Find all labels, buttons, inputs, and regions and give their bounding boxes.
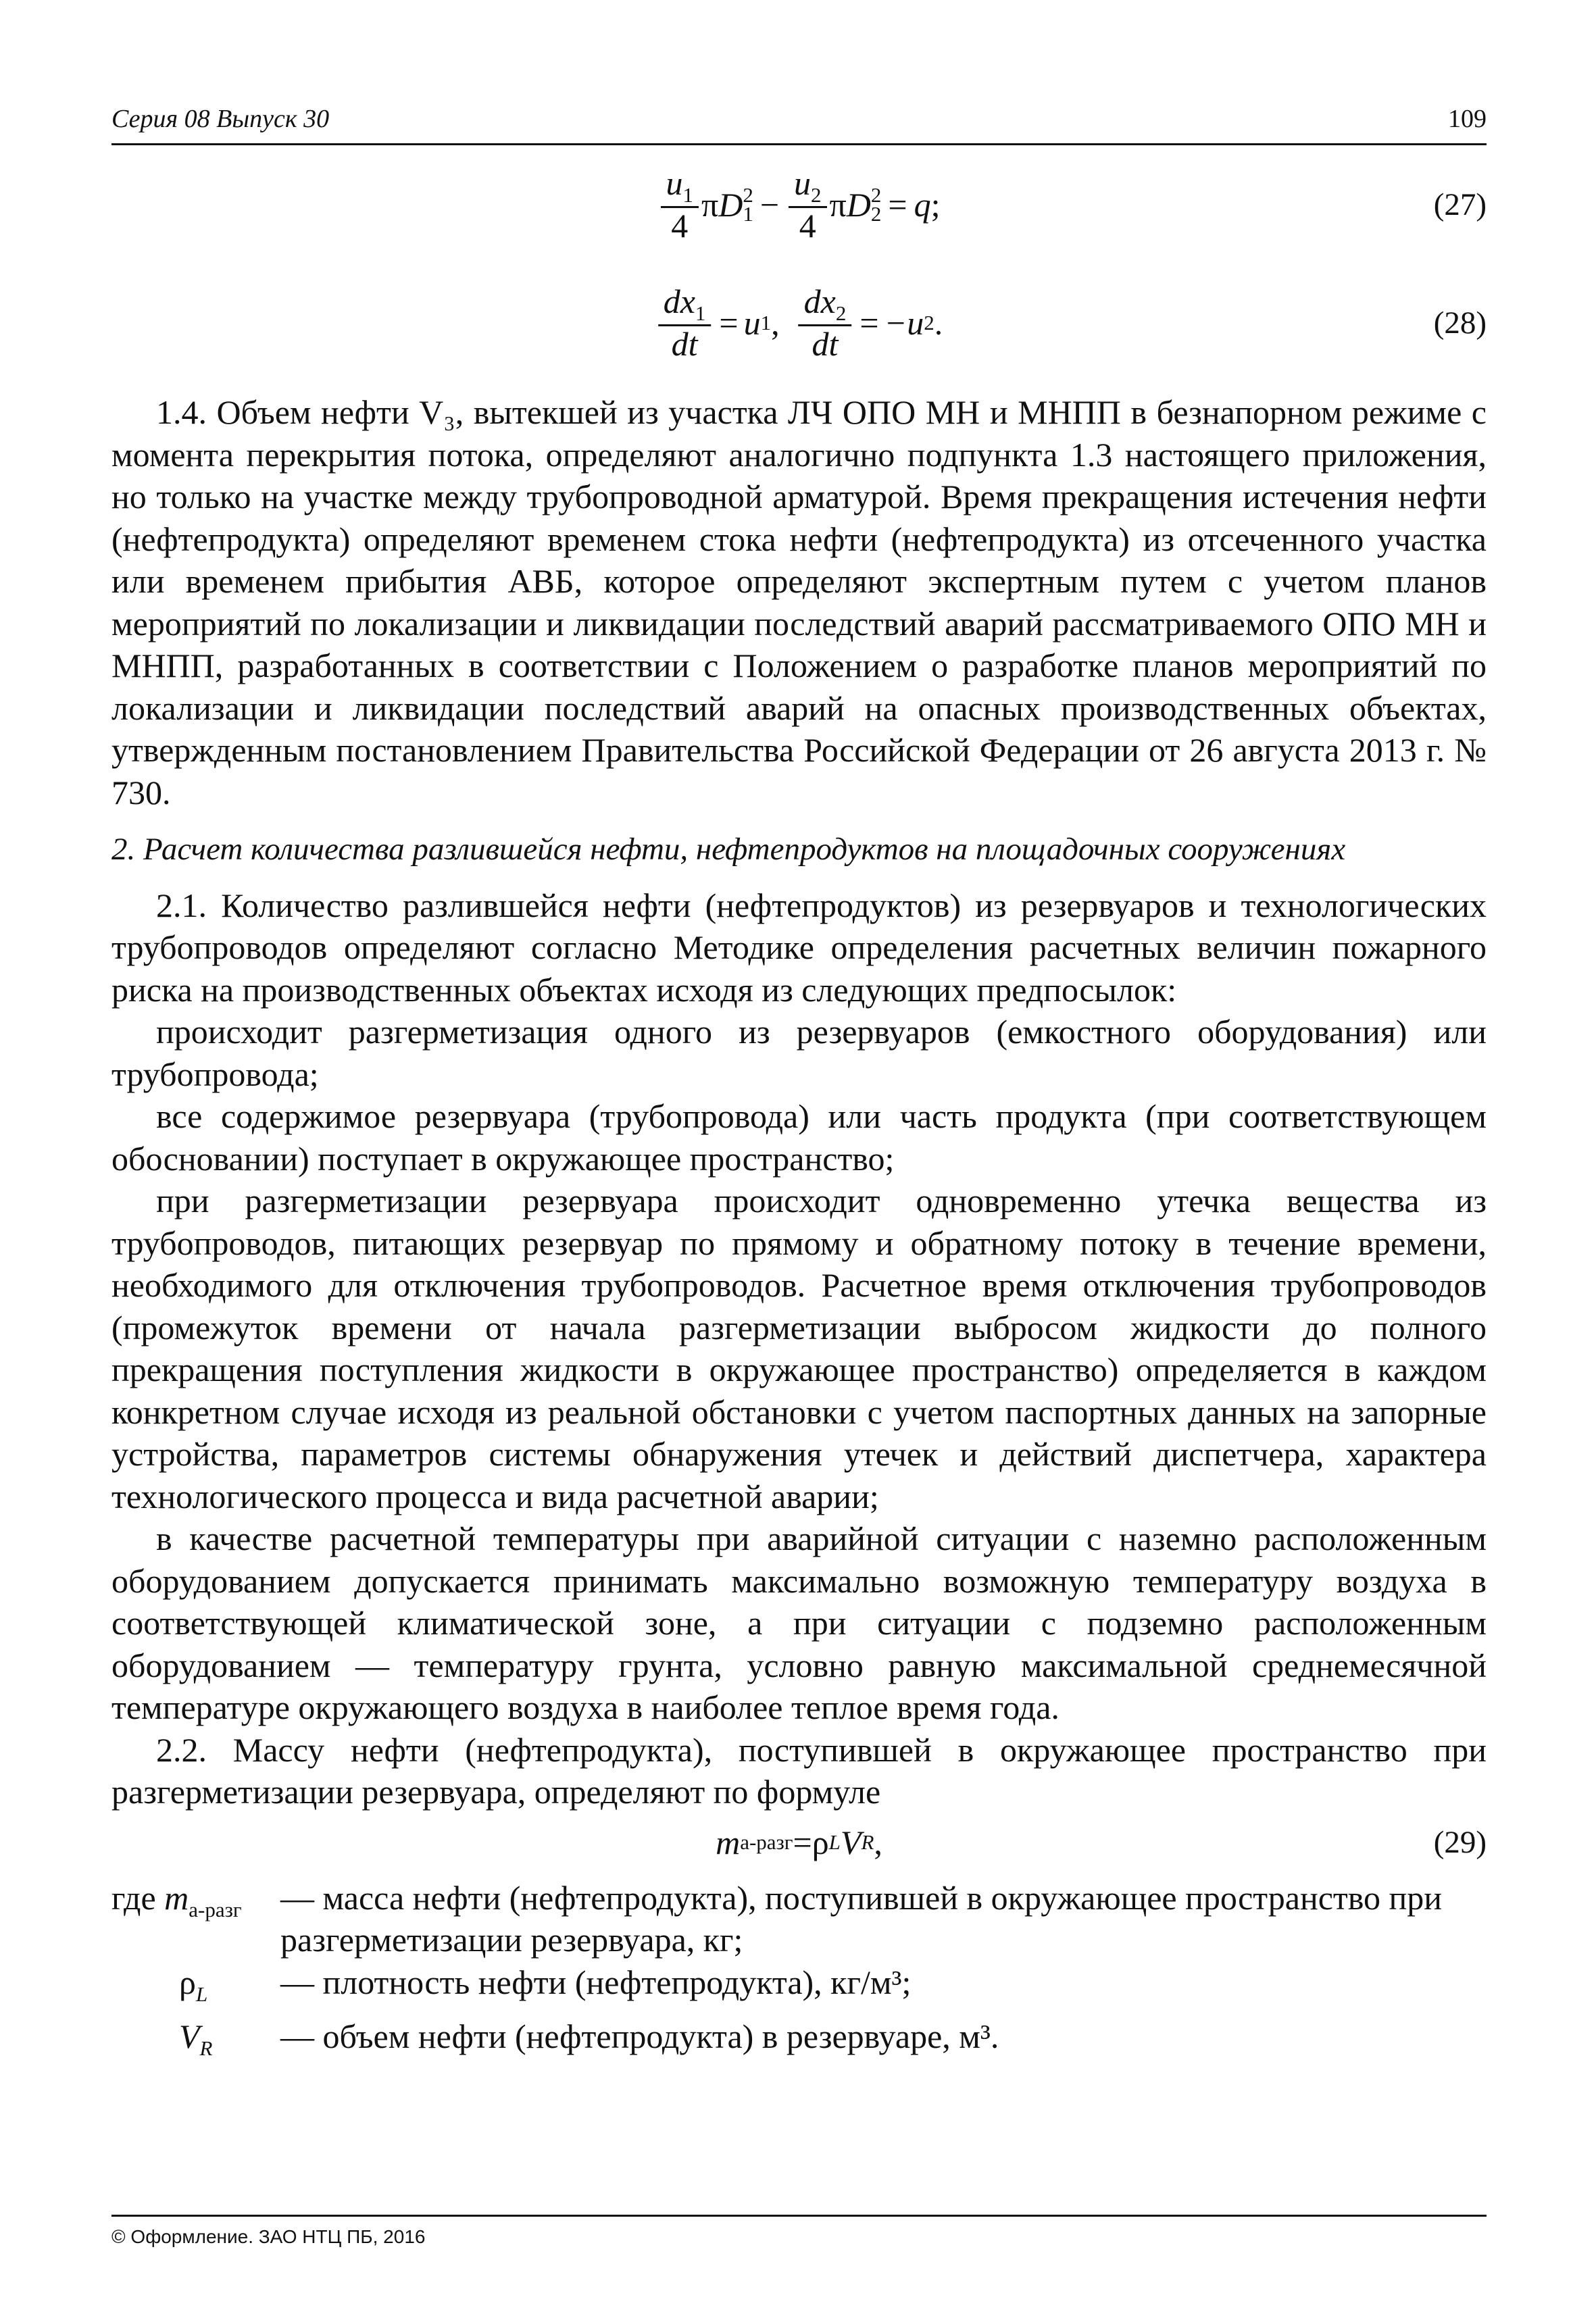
equation-28	[111, 263, 1487, 382]
definition-m: где $m_{а-разг}$ — масса нефти (нефтепродукта), поступившей в окружающее пространство при разгерметизации резервуара, кг;	[111, 1878, 1443, 1959]
list-item: при разгерметизации резервуара происходит одновременно утечка вещества из трубопроводов, питающих резервуар по прямому и обратному потоку в течение времени, необходимого для отключения трубопроводов. Расчетное время отключения трубопроводов (промежуток времени от начала разгерметизации выбросом жидкости до полного прекращения поступления жидкости в окружающее пространство) определяется в каждом конкретном случае исходя из реальной обстановки с учетом паспортных данных на запорные устройства, параметров системы обнаружения утечек и действий диспетчера, характера технологического процесса и вида расчетной аварии;	[111, 1182, 1487, 1515]
paragraph-1-4: 1.4. Объем нефти V₃, вытекшей из участка ЛЧ ОПО МН и МНПП в безнапорном режиме с момента перекрытия потока, определяют аналогично подпункта 1.3 настоящего приложения, но только на участке между трубопроводной арматурой. Время прекращения истечения нефти (нефтепродукта) определяют временем стока нефти (нефтепродукта) из отсеченного участка или временем прибытия АВБ, которое определяют экспертным путем с учетом планов мероприятий по локализации и ликвидации последствий аварий рассматриваемого ОПО МН и МНПП, разработанных в соответствии с Положением о разработке планов мероприятий по локализации и ликвидации последствий аварий на опасных производственных объектах, утвержденным постановлением Правительства Российской Федерации от 26 августа 2013 г. № 730.	[111, 393, 1487, 811]
page-number: 109	[1448, 105, 1487, 133]
equation-29-number: (29)	[1433, 1824, 1487, 1860]
equation-28-number: (28)	[1433, 305, 1487, 341]
equation-29	[111, 1813, 1487, 1871]
page	[111, 101, 1487, 2070]
body-text	[111, 391, 1487, 1813]
definition-rho: $\rho_L$ — плотность нефти (нефтепродукта), кг/м³;	[179, 1963, 912, 2006]
equation-27	[111, 145, 1487, 263]
paragraph-2-1: 2.1. Количество разлившейся нефти (нефтепродуктов) из резервуаров и технологических трубопроводов определяют согласно Методике определения расчетных величин пожарного риска на производственных объектах исходя из следующих предпосылок:	[111, 886, 1487, 1009]
equation-27-formula: $\frac{u_1}{4}$ π D 2 1 − $\frac{u_2}{4}$ π D 2 2 = q ;	[657, 165, 940, 243]
list-item: все содержимое резервуара (трубопровода) или часть продукта (при соответствующем обосновании) поступает в окружающее пространство;	[111, 1097, 1487, 1178]
symbol-definitions	[111, 1877, 1487, 2070]
paragraph-2-2: 2.2. Массу нефти (нефтепродукта), поступившей в окружающее пространство при разгерметизации резервуара, определяют по формуле	[111, 1730, 1487, 1811]
equation-29-formula: m а-разг = ρ L V R ,	[716, 1823, 882, 1861]
list-item: в качестве расчетной температуры при аварийной ситуации с наземно расположенным оборудованием допускается принимать максимально возможную температуру воздуха в соответствующей климатической зоне, а при ситуации с подземно расположенным оборудованием — температуру грунта, условно равную максимальной среднемесячной температуре окружающего воздуха в наиболее теплое время года.	[111, 1519, 1487, 1726]
list-item: происходит разгерметизация одного из резервуаров (емкостного оборудования) или трубопровода;	[111, 1013, 1487, 1093]
running-header	[111, 101, 1487, 145]
definition-v: $V_R$ — объем нефти (нефтепродукта) в резервуаре, м³.	[179, 2017, 999, 2060]
series-label: Серия 08 Выпуск 30	[111, 105, 330, 133]
equation-27-number: (27)	[1433, 186, 1487, 222]
section-2-heading: 2. Расчет количества разлившейся нефти, нефтепродуктов на площадочных сооружениях	[111, 832, 1346, 867]
copyright-footer: © Оформление. ЗАО НТЦ ПБ, 2016	[111, 2215, 1487, 2248]
equation-28-formula: $\frac{dx_1}{dt}$ = u 1 , $\frac{dx_2}{dt}$ = −u 2 .	[655, 283, 943, 361]
